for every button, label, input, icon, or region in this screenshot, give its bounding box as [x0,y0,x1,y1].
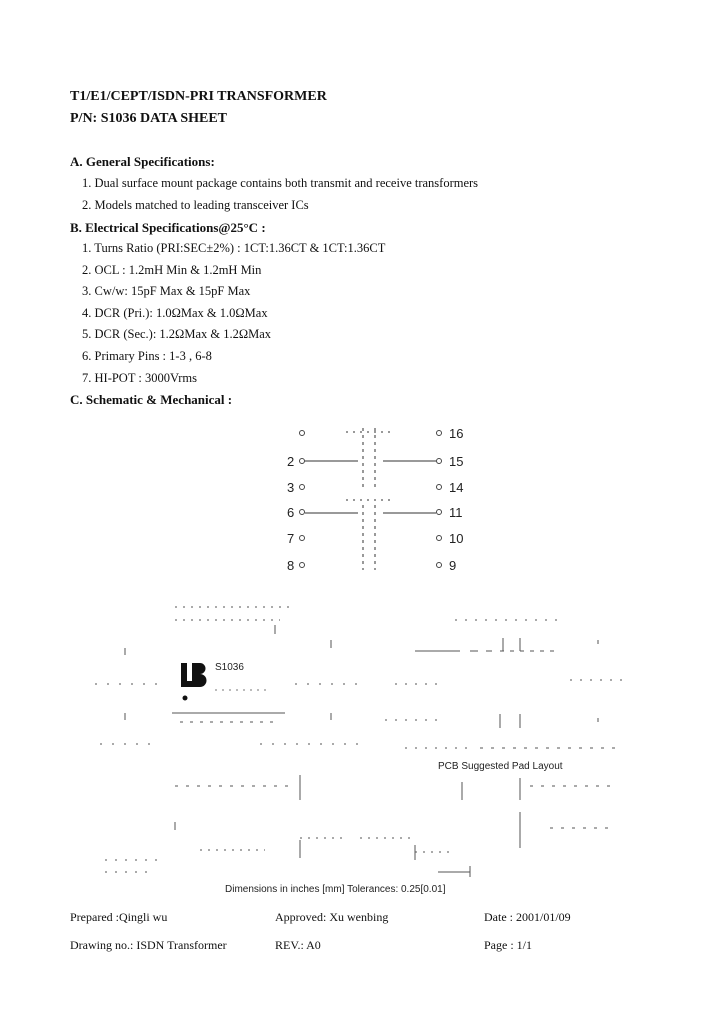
package-side-view [385,620,630,748]
approved-by: Approved: Xu wenbing [275,910,389,924]
pin-label-right: 14 [449,480,464,495]
pin-label-left: 6 [287,505,295,520]
electrical-spec-item: 1. Turns Ratio (PRI:SEC±2%) : 1CT:1.36CT & 1CT:1.36CT [82,241,386,255]
schematic-pin-circles [300,431,442,568]
tolerance-note: Dimensions in inches [mm] Tolerances: 0.25[0.01] [225,884,446,895]
lb-logo [181,663,207,701]
electrical-spec-item: 6. Primary Pins : 1-3 , 6-8 [82,349,212,363]
general-spec-item: 2. Models matched to leading transceiver ICs [82,198,309,212]
pin-label-left: 2 [287,454,295,469]
part-marking: S1036 [215,662,244,673]
schematic-heading: C. Schematic & Mechanical : [70,392,233,407]
part-number-title: P/N: S1036 DATA SHEET [70,111,228,126]
general-spec-heading: A. General Specifications: [70,154,215,169]
transformer-schematic [305,428,436,570]
pin-label-right: 16 [449,426,464,441]
pcb-pad-layout-label: PCB Suggested Pad Layout [438,761,563,772]
electrical-spec-item: 2. OCL : 1.2mH Min & 1.2mH Min [82,263,262,277]
document-date: Date : 2001/01/09 [484,910,571,924]
drawing-number: Drawing no.: ISDN Transformer [70,938,227,952]
pin-label-right: 15 [449,454,464,469]
prepared-by: Prepared :Qingli wu [70,910,168,924]
revision: REV.: A0 [275,938,321,952]
electrical-spec-item: 3. Cw/w: 15pF Max & 15pF Max [82,284,251,298]
electrical-spec-item: 4. DCR (Pri.): 1.0ΩMax & 1.0ΩMax [82,306,268,320]
document-title: T1/E1/CEPT/ISDN-PRI TRANSFORMER [70,89,327,104]
pin-label-left: 3 [287,480,295,495]
general-spec-item: 1. Dual surface mount package contains both transmit and receive transformers [82,176,479,190]
page-number: Page : 1/1 [484,938,532,952]
pin-label-right: 9 [449,558,457,573]
electrical-spec-item: 7. HI-POT : 3000Vrms [82,371,197,385]
electrical-spec-item: 5. DCR (Sec.): 1.2ΩMax & 1.2ΩMax [82,327,272,341]
package-outline [95,607,365,744]
pin-label-right: 11 [449,505,463,520]
pin-label-left: 8 [287,558,295,573]
pin-label-right: 10 [449,531,464,546]
pin-label-left: 7 [287,531,295,546]
pcb-pad-layout [105,775,610,877]
electrical-spec-heading: B. Electrical Specifications@25°C : [70,220,266,235]
